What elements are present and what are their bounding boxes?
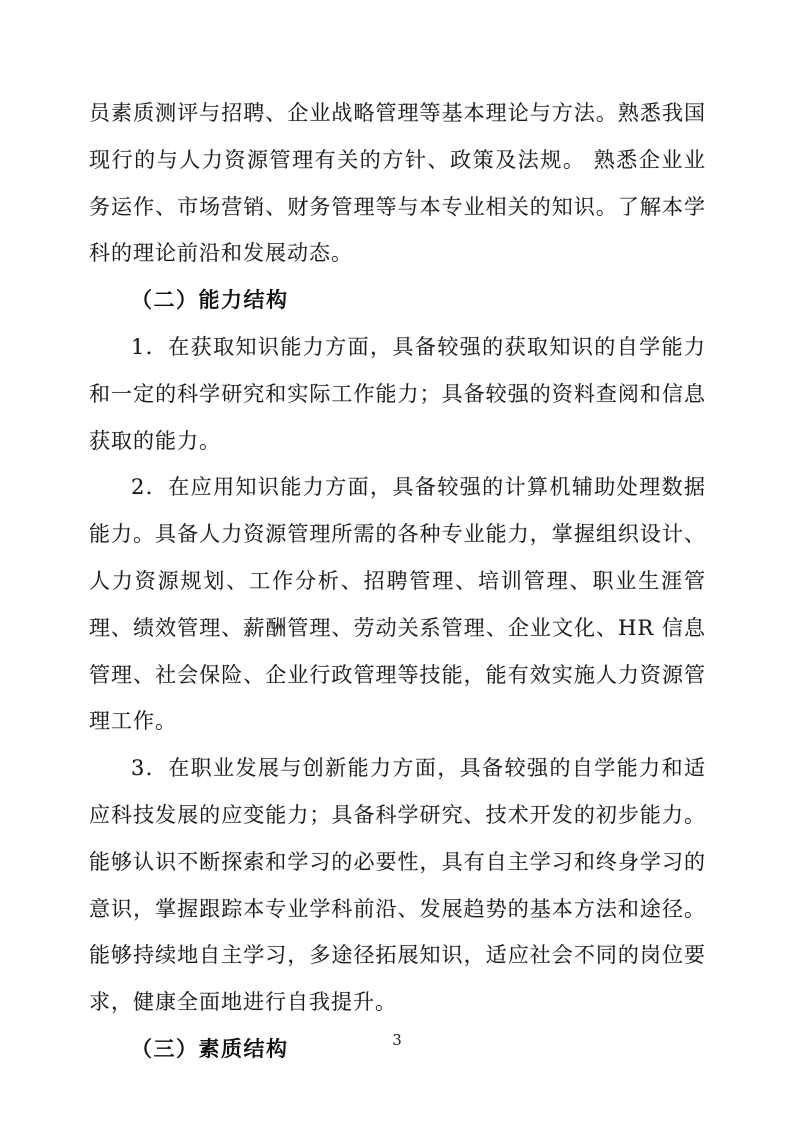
- paragraph-continuation: 员素质测评与招聘、企业战略管理等基本理论与方法。熟悉我国现行的与人力资源管理有关的方针、政策及法规。 熟悉企业业务运作、市场营销、财务管理等与本专业相关的知识。了解本学科的理论前沿和发展动态。: [89, 101, 706, 266]
- paragraph-ability-item-2: 2．在应用知识能力方面，具备较强的计算机辅助处理数据能力。具备人力资源管理所需的各种专业能力，掌握组织设计、人力资源规划、工作分析、招聘管理、培训管理、职业生涯管理、绩效管理、薪酬管理、劳动关系管理、企业文化、HR 信息管理、社会保险、企业行政管理等技能，能有效实施人力资源管理工作。: [89, 475, 706, 734]
- paragraph-ability-item-3: 3．在职业发展与创新能力方面，具备较强的自学能力和适应科技发展的应变能力；具备科学研究、技术开发的初步能力。能够认识不断探索和学习的必要性，具有自主学习和终身学习的意识，掌握跟踪本专业学科前沿、发展趋势的基本方法和途径。能够持续地自主学习，多途径拓展知识，适应社会不同的岗位要求，健康全面地进行自我提升。: [89, 756, 706, 1015]
- page-number: 3: [392, 1031, 402, 1049]
- paragraph-ability-item-1: 1．在获取知识能力方面，具备较强的获取知识的自学能力和一定的科学研究和实际工作能力；具备较强的资料查阅和信息获取的能力。: [89, 334, 706, 453]
- document-content: [89, 90, 706, 1073]
- section-heading-quality-structure: （三）素质结构: [131, 1036, 289, 1061]
- section-heading-ability-structure: （二）能力结构: [131, 288, 289, 313]
